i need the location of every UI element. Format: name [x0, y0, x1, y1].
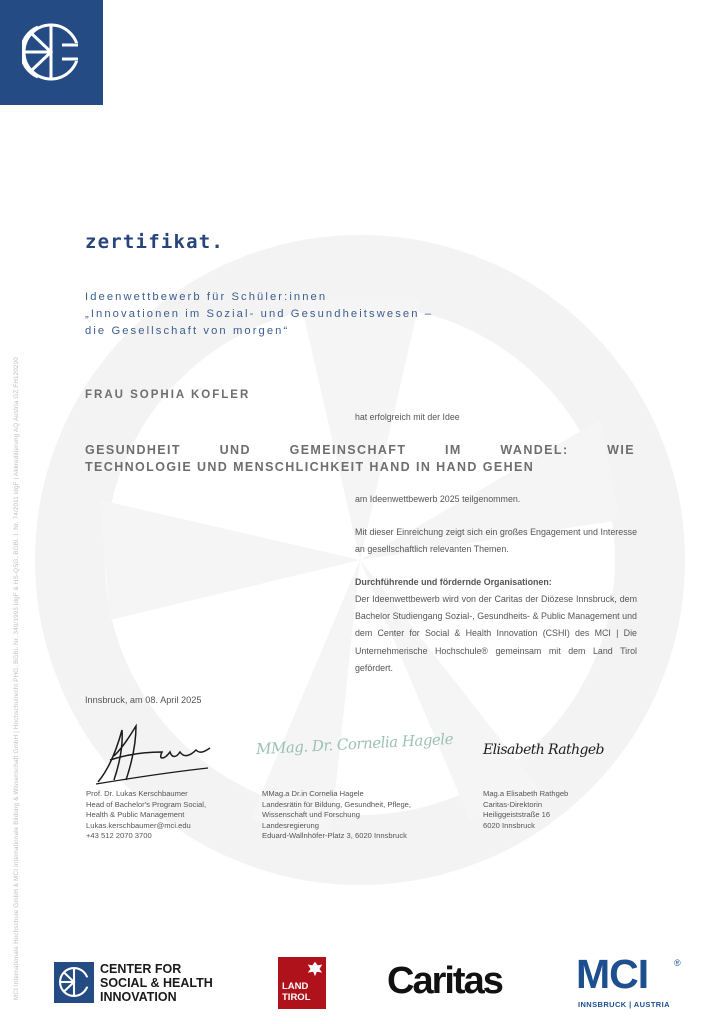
cshi-line-1: CENTER FOR: [100, 962, 182, 976]
signatory-email: Lukas.kerschbaumer@mci.edu: [86, 820, 191, 830]
signatory-line: Head of Bachelor's Program Social,: [86, 799, 207, 809]
certificate-title: zertifikat.: [85, 231, 225, 253]
signatory-line: Prof. Dr. Lukas Kerschbaumer: [86, 789, 188, 798]
signatory-line: Mag.a Elisabeth Rathgeb: [483, 789, 569, 798]
signatory-line: Health & Public Management: [86, 810, 185, 820]
signatory-line: Landesrätin für Bildung, Gesundheit, Pflege,: [262, 799, 412, 809]
signatory-line: Wissenschaft und Forschung: [262, 810, 360, 820]
cshi-line-3: INNOVATION: [100, 990, 177, 1004]
signatory-kerschbaumer: [86, 789, 206, 842]
participated-text: am Ideenwettbewerb 2025 teilgenommen.: [355, 494, 521, 504]
organisations-heading: Durchführende und fördernde Organisationen:: [355, 577, 552, 587]
signature-rathgeb: Elisabeth Rathgeb: [483, 742, 604, 758]
corner-logo: [0, 0, 103, 105]
signatory-line: Heiliggeiststraße 16: [483, 810, 551, 820]
land-tirol-logo: [278, 957, 326, 1009]
idea-title-line-1: GESUNDHEIT UND GEMEINSCHAFT IM WANDEL: WIE: [85, 443, 635, 457]
tirol-eagle-icon: [306, 960, 324, 978]
subtitle-line-3: die Gesellschaft von morgen“: [85, 325, 290, 337]
subtitle-line-1: Ideenwettbewerb für Schüler:innen: [85, 291, 328, 303]
caritas-logo: Caritas: [387, 960, 502, 1002]
organisations-text: Der Ideenwettbewerb wird von der Caritas der Diözese Innsbruck, dem Bachelor Studiengang Sozial-, Gesundheits- & Public Management und dem Center for Social & Health Innovation (CSHI) des MCI | Die Unternehmerische Hochschule® gemeinsam mit dem Land Tirol gefördert.: [355, 594, 637, 673]
cshi-globe-logo-icon: [59, 967, 89, 997]
recipient-name: FRAU SOPHIA KOFLER: [85, 389, 251, 401]
signature-hagele: MMag. Dr. Cornelia Hagele: [255, 729, 454, 759]
signatory-hagele: [262, 789, 411, 842]
place-date: Innsbruck, am 08. April 2025: [85, 695, 202, 705]
mci-registered: ®: [674, 958, 681, 968]
signatory-phone: +43 512 2070 3700: [86, 831, 152, 841]
signatory-line: Eduard-Wallnhöfer-Platz 3, 6020 Innsbruck: [262, 831, 407, 841]
signatory-line: MMag.a Dr.in Cornelia Hagele: [262, 789, 364, 798]
subtitle-line-2: „Innovationen im Sozial- und Gesundheitswesen –: [85, 308, 434, 320]
land-tirol-line-2: TIROL: [282, 991, 311, 1003]
signatory-line: Caritas-Direktorin: [483, 799, 543, 809]
signatory-line: 6020 Innsbruck: [483, 820, 535, 830]
idea-title-line-2: TECHNOLOGIE UND MENSCHLICHKEIT HAND IN HAND GEHEN: [85, 460, 535, 474]
cshi-line-2: SOCIAL & HEALTH: [100, 976, 213, 990]
land-tirol-line-1: LAND: [282, 981, 309, 992]
signatory-rathgeb: [483, 789, 568, 831]
mci-logo: [576, 951, 686, 1011]
signatory-line: Landesregierung: [262, 820, 319, 830]
sidebar-legal-text: MCI Internationale Hochschule GmbH & MCI Internationale Bildung & Wissenschaft GmbH | Hochschulrecht PHG, BGBl. Nr. 340/1993 idgF & HS-QSG, BGBl. I. Nr. 74/2011 idgF | Akkreditierung AQ Austria GZ FH120200: [13, 357, 20, 1000]
signature-kerschbaumer: [92, 722, 214, 786]
mci-wordmark: MCI: [576, 951, 649, 997]
mci-tagline: INNSBRUCK | AUSTRIA: [578, 1000, 670, 1009]
engagement-text: Mit dieser Einreichung zeigt sich ein großes Engagement und Interesse an gesellschaftlich relevanten Themen.: [355, 527, 637, 555]
cshi-globe-logo-icon: [22, 23, 80, 81]
success-text: hat erfolgreich mit der Idee: [355, 412, 460, 422]
